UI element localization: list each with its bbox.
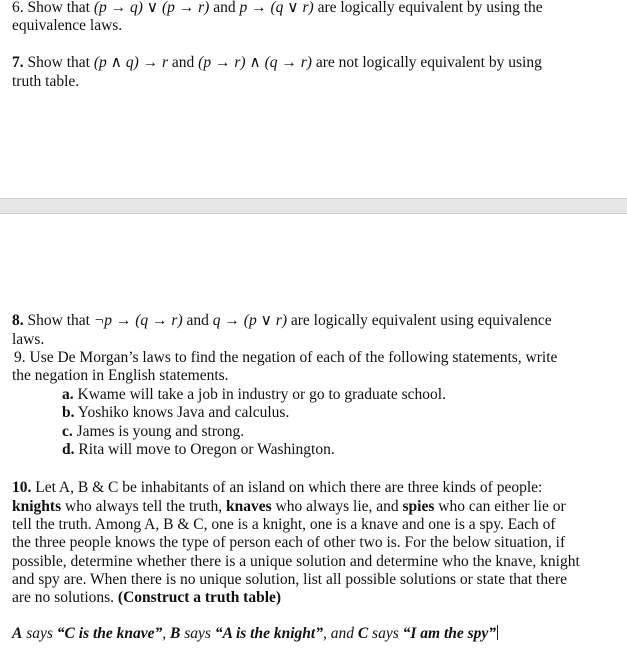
question-6-line-2: equivalence laws.: [12, 17, 123, 34]
q6-expression-1: (p → q) ∨ (p → r): [93, 0, 210, 16]
q6-suffix: are logically equivalent by using the: [313, 0, 543, 16]
q7-and: and: [168, 54, 199, 71]
question-6-line-1: [12, 0, 543, 17]
speaker-b: B: [170, 625, 181, 642]
question-10-line-2: [12, 497, 566, 516]
question-10-line-1: [12, 478, 542, 497]
quote-a: “C is the knave”: [56, 625, 163, 642]
q9-item-label: b.: [62, 404, 75, 421]
question-10-line-6: and spy are. When there is no unique solution, list all possible solutions or state that there: [12, 571, 568, 588]
question-10-line-3: tell the truth. Among A, B & C, one is a knight, one is a knave and one is a spy. Each of: [12, 516, 556, 533]
says-text: says: [368, 625, 403, 642]
question-8-line-1: [12, 311, 552, 330]
q10-instruction: (Construct a truth table): [117, 589, 282, 606]
q10-knaves-term: knaves: [226, 498, 272, 515]
q9-item-b: [62, 403, 289, 422]
question-10-line-7: [12, 588, 281, 607]
q7-expression-2: (p → r) ∧ (q → r): [198, 54, 312, 71]
q7-number: 7.: [12, 54, 24, 71]
text-cursor: [497, 625, 498, 640]
q10-text: who always lie, and: [271, 498, 403, 515]
q10-spies-term: spies: [402, 498, 435, 515]
q6-and: and: [209, 0, 240, 16]
separator-text: ,: [162, 625, 171, 642]
q8-suffix: are logically equivalent using equivalence: [286, 312, 552, 329]
speaker-c: C: [357, 625, 369, 642]
q9-item-c: [62, 422, 244, 441]
question-7-line-2: truth table.: [12, 73, 80, 90]
q9-item-text: Kwame will take a job in industry or go to graduate school.: [73, 386, 446, 403]
q8-number: 8.: [12, 312, 24, 329]
question-10-line-4: the three people knows the type of person each of other two is. For the below situation, if: [12, 534, 566, 551]
q8-text: Show that: [23, 312, 94, 329]
q8-expression-2: q → (p ∨ r): [212, 312, 287, 329]
question-8-line-2: laws.: [12, 331, 45, 348]
q6-expression-2: p → (q ∨ r): [239, 0, 314, 16]
says-text: says: [180, 625, 215, 642]
q8-expression-1: ¬p → (q → r): [93, 312, 183, 329]
separator-text: , and: [322, 625, 358, 642]
q9-item-text: Rita will move to Oregon or Washington.: [74, 441, 335, 458]
says-text: says: [22, 625, 57, 642]
question-7-line-1: [12, 53, 542, 72]
page-break-separator: [0, 198, 627, 214]
question-9-line-2: the negation in English statements.: [12, 367, 229, 384]
q10-number: 10.: [12, 479, 32, 496]
quote-b: “A is the knight”: [214, 625, 323, 642]
q7-expression-1: (p ∧ q) → r: [93, 54, 169, 71]
q10-knights-term: knights: [12, 498, 62, 515]
speaker-a: A: [12, 625, 23, 642]
q9-item-a: [62, 385, 446, 404]
q10-text: who always tell the truth,: [61, 498, 226, 515]
q9-item-d: [62, 440, 335, 459]
q9-item-text: James is young and strong.: [72, 423, 245, 440]
q9-item-text: Yoshiko knows Java and calculus.: [74, 404, 290, 421]
q9-item-label: c.: [62, 423, 73, 440]
question-10-line-5: possible, determine whether there is a unique solution and determine who the knave, knight: [12, 553, 580, 570]
q7-text: Show that: [23, 54, 94, 71]
q10-text: are no solutions.: [12, 589, 118, 606]
q8-and: and: [182, 312, 213, 329]
q6-text: 6. Show that: [12, 0, 94, 16]
question-9-line-1: 9. Use De Morgan’s laws to find the negation of each of the following statements, write: [14, 349, 558, 366]
q9-item-label: a.: [62, 386, 74, 403]
q7-suffix: are not logically equivalent by using: [311, 54, 542, 71]
question-10-statement[interactable]: [12, 624, 498, 643]
q10-text: who can either lie or: [434, 498, 566, 515]
quote-c: “I am the spy”: [402, 625, 497, 642]
q10-text: Let A, B & C be inhabitants of an island on which there are three kinds of people:: [31, 479, 543, 496]
q9-item-label: d.: [62, 441, 75, 458]
